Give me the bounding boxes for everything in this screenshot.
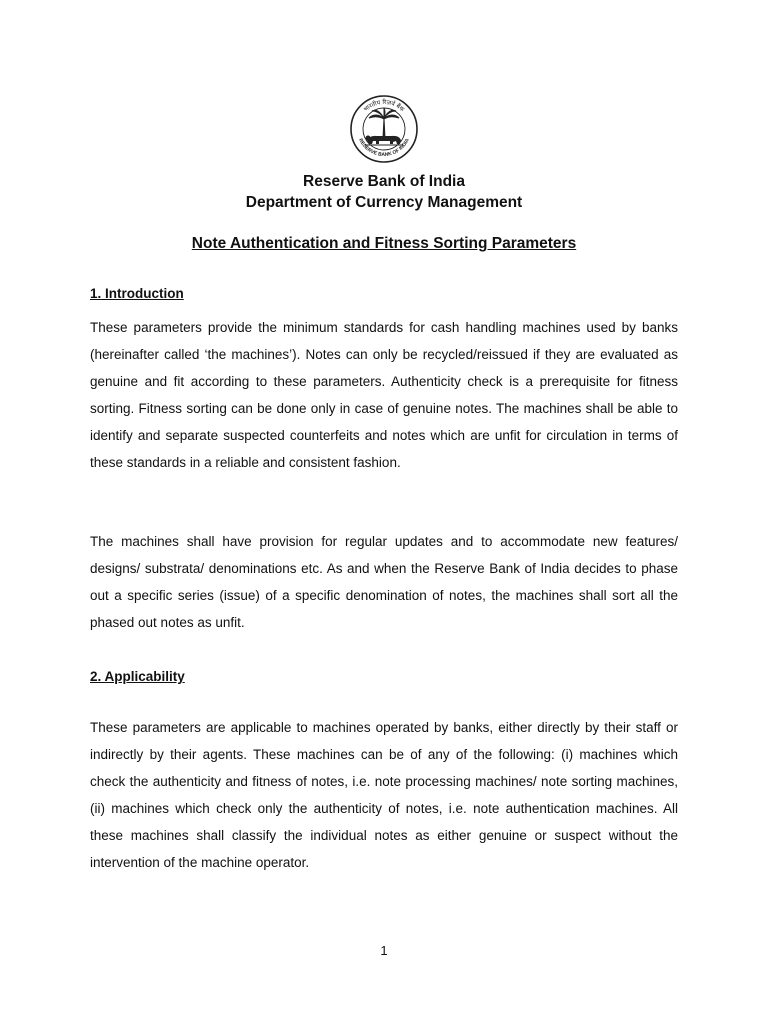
rbi-seal-logo <box>349 94 419 164</box>
palm-tree-icon <box>369 108 399 138</box>
department-name: Department of Currency Management <box>245 194 523 211</box>
document-title: Note Authentication and Fitness Sorting Parameters <box>191 235 577 252</box>
paragraph-introduction-1: These parameters provide the minimum standards for cash handling machines used by banks (hereinafter called ‘the machines’). Notes can only be recycled/reissued if they are evaluated as genuine and fit according to these parameters. Authenticity check is a prerequisite for fitness sorting. Fitness sorting can be done only in case of genuine notes. The machines shall be able to identify and separate suspected counterfeits and notes which are unfit for circulation in terms of these standards in a reliable and consistent fashion. <box>90 320 678 470</box>
tiger-icon <box>366 136 402 145</box>
section-title-applicability: 2. Applicability <box>90 669 185 684</box>
paragraph-applicability-1: These parameters are applicable to machines operated by banks, either directly by their staff or indirectly by their agents. These machines can be of any of the following: (i) machines which check the authenticity and fitness of notes, i.e. note processing machines/ note sorting machines, (ii) machines which check only the authenticity of notes, i.e. note authentication machines. All these machines shall classify the individual notes as either genuine or suspect without the intervention of the machine operator. <box>90 720 678 870</box>
paragraph-introduction-2: The machines shall have provision for regular updates and to accommodate new features/ designs/ substrata/ denominations etc. As and when the Reserve Bank of India decides to phase out a specific series (issue) of a specific denomination of notes, the machines shall sort all the phased out notes as unfit. <box>90 534 678 630</box>
seal-top-text: भारतीय रिज़र्व बैंक <box>362 98 406 114</box>
organization-name: Reserve Bank of India <box>303 173 465 190</box>
page-number: 1 <box>380 943 388 958</box>
section-title-introduction: 1. Introduction <box>90 286 184 301</box>
seal-bottom-text: RESERVE BANK OF INDIA <box>357 137 411 159</box>
